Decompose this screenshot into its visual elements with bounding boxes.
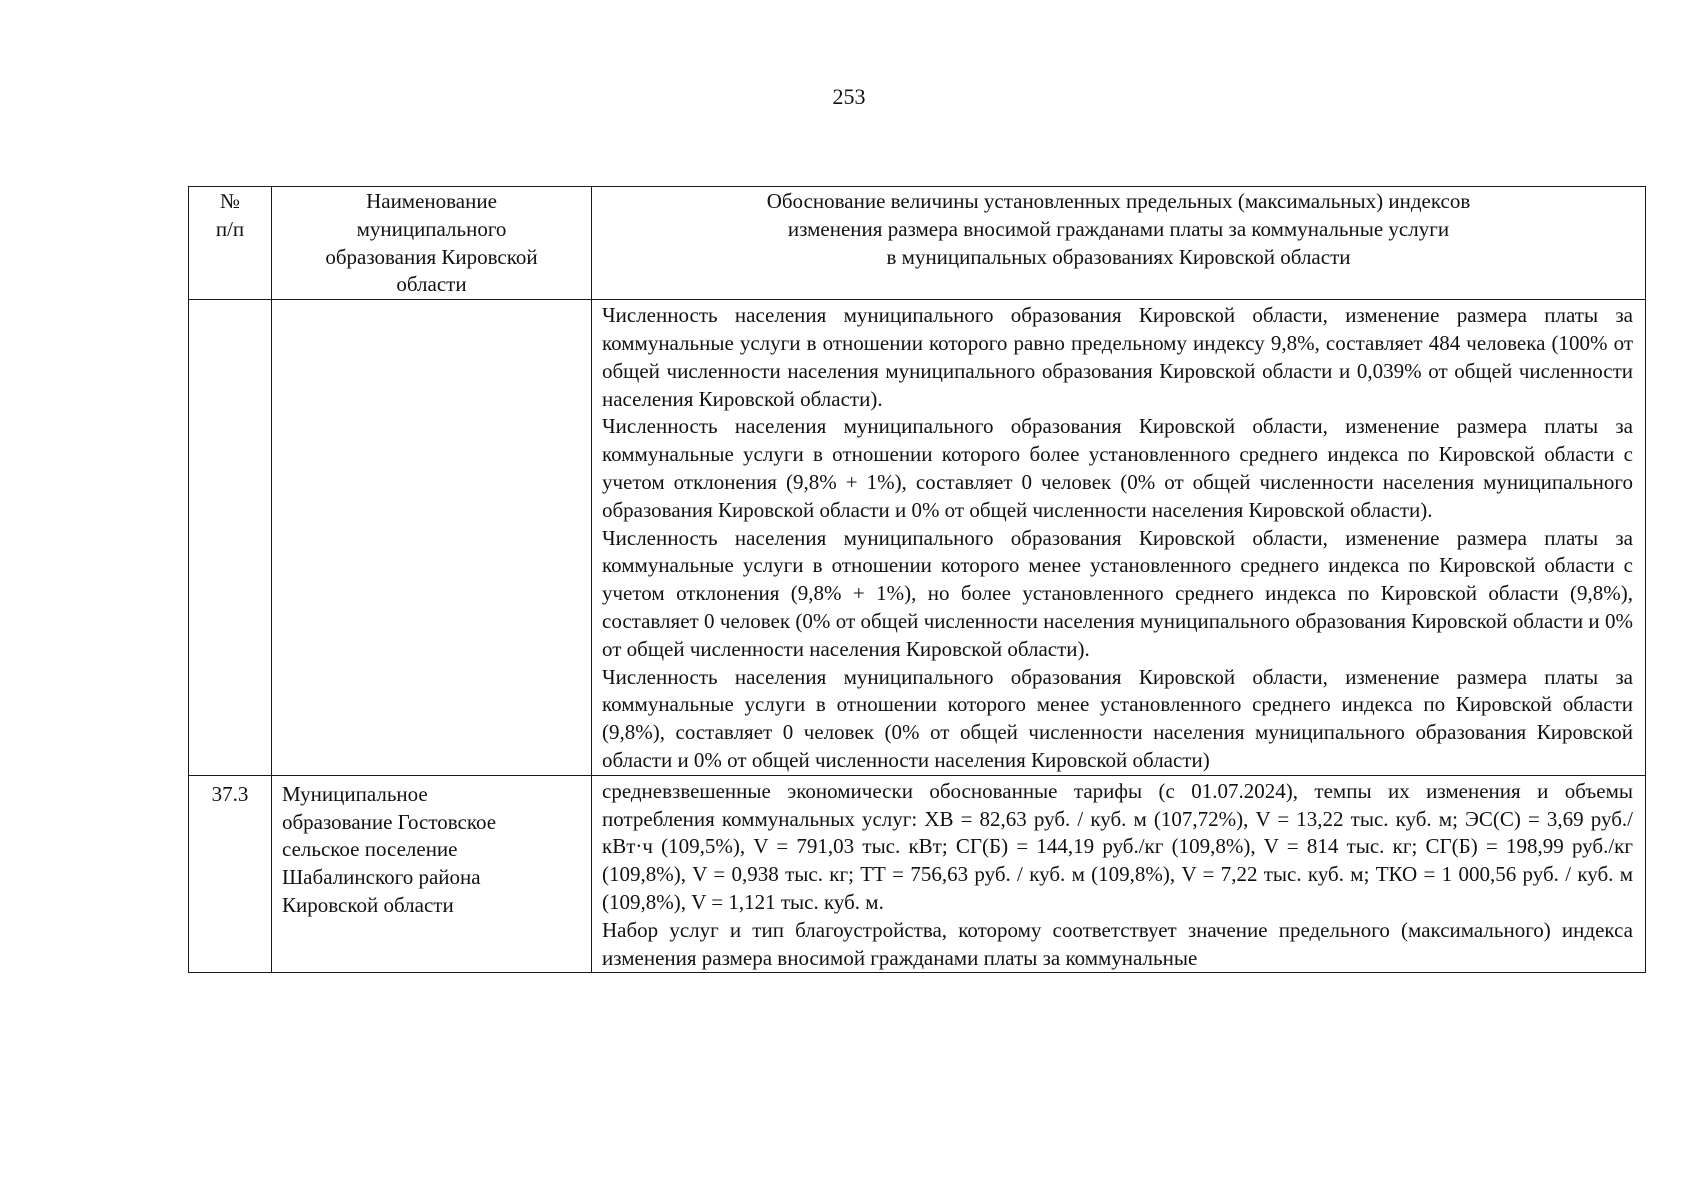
row-justification — [592, 300, 1646, 776]
paragraph: Численность населения муниципального образования Кировской области, изменение размера платы за коммунальные услуги в отношении которого менее установленного среднего индекса по Кировской области (9,8%), составляет 0 человек (0% от общей численности населения муниципального образования Кировской области и 0% от общей численности населения Кировской области) — [602, 664, 1633, 772]
row-municipality-name — [272, 775, 592, 973]
paragraph: Численность населения муниципального образования Кировской области, изменение размера платы за коммунальные услуги в отношении которого более установленного среднего индекса по Кировской области с учетом отклонения (9,8% + 1%), составляет 0 человек (0% от общей численности населения муниципального образования Кировской области и 0% от общей численности населения Кировской области). — [602, 414, 1633, 522]
paragraph: Численность населения муниципального образования Кировской области, изменение размера платы за коммунальные услуги в отношении которого менее установленного среднего индекса по Кировской области с учетом отклонения (9,8% + 1%), но более установленного среднего индекса по Кировской области (9,8%), составляет 0 человек (0% от общей численности населения муниципального образования Кировской области и 0% от общей численности населения Кировской области). — [602, 525, 1633, 661]
row-justification — [592, 775, 1646, 973]
name-line: Шабалинского района — [282, 865, 481, 890]
name-line: Муниципальное — [282, 781, 428, 806]
row-number: 37.3 — [189, 775, 272, 973]
name-line: сельское поселение — [282, 837, 458, 862]
paragraph: средневзвешенные экономически обоснованные тарифы (с 01.07.2024), темпы их изменения и объемы потребления коммунальных услуг: ХВ = 82,63 руб. / куб. м (107,72%), V = 13,22 тыс. куб. м; ЭС(С) = 3,69 руб./кВт·ч (109,5%), V = 791,03 тыс. кВт; СГ(Б) = 144,19 руб./кг (109,8%), V = 814 тыс. кг; СГ(Б) = 198,99 руб./кг (109,8%), V = 0,938 тыс. кг; ТТ = 756,63 руб. / куб. м (109,8%), V = 7,22 тыс. куб. м; ТКО = 1 000,56 руб. / куб. м (109,8%), V = 1,121 тыс. куб. м. — [602, 778, 1633, 914]
table-row — [189, 775, 1646, 973]
name-line: Кировской области — [282, 892, 454, 917]
table-row — [189, 300, 1646, 776]
row-number — [189, 300, 272, 776]
header-number — [189, 187, 272, 300]
paragraph: Численность населения муниципального образования Кировской области, изменение размера платы за коммунальные услуги в отношении которого равно предельному индексу 9,8%, составляет 484 человека (100% от общей численности населения муниципального образования Кировской области и 0,039% от общей численности населения Кировской области). — [602, 303, 1633, 411]
header-justification-line: Обоснование величины установленных предельных (максимальных) индексов — [766, 189, 1471, 213]
index-justification-table — [188, 186, 1646, 973]
header-justification-line: в муниципальных образованиях Кировской области — [886, 244, 1351, 269]
header-name-line: муниципального — [356, 216, 507, 241]
row-municipality-name — [272, 300, 592, 776]
header-justification — [592, 187, 1646, 300]
header-number-line: п/п — [215, 216, 245, 241]
header-name-line: образования Кировской — [325, 244, 538, 269]
header-number-line: № — [219, 189, 241, 213]
page-number: 253 — [832, 84, 866, 109]
header-municipality-name — [272, 187, 592, 300]
paragraph: Набор услуг и тип благоустройства, которому соответствует значение предельного (максимального) индекса изменения размера вносимой гражданами платы за коммунальные — [602, 917, 1633, 970]
header-justification-line: изменения размера вносимой гражданами платы за коммунальные услуги — [787, 216, 1450, 241]
table-header-row — [189, 187, 1646, 300]
name-line: образование Гостовское — [282, 809, 497, 834]
header-name-line: Наименование — [366, 189, 497, 213]
header-name-line: области — [396, 272, 467, 297]
